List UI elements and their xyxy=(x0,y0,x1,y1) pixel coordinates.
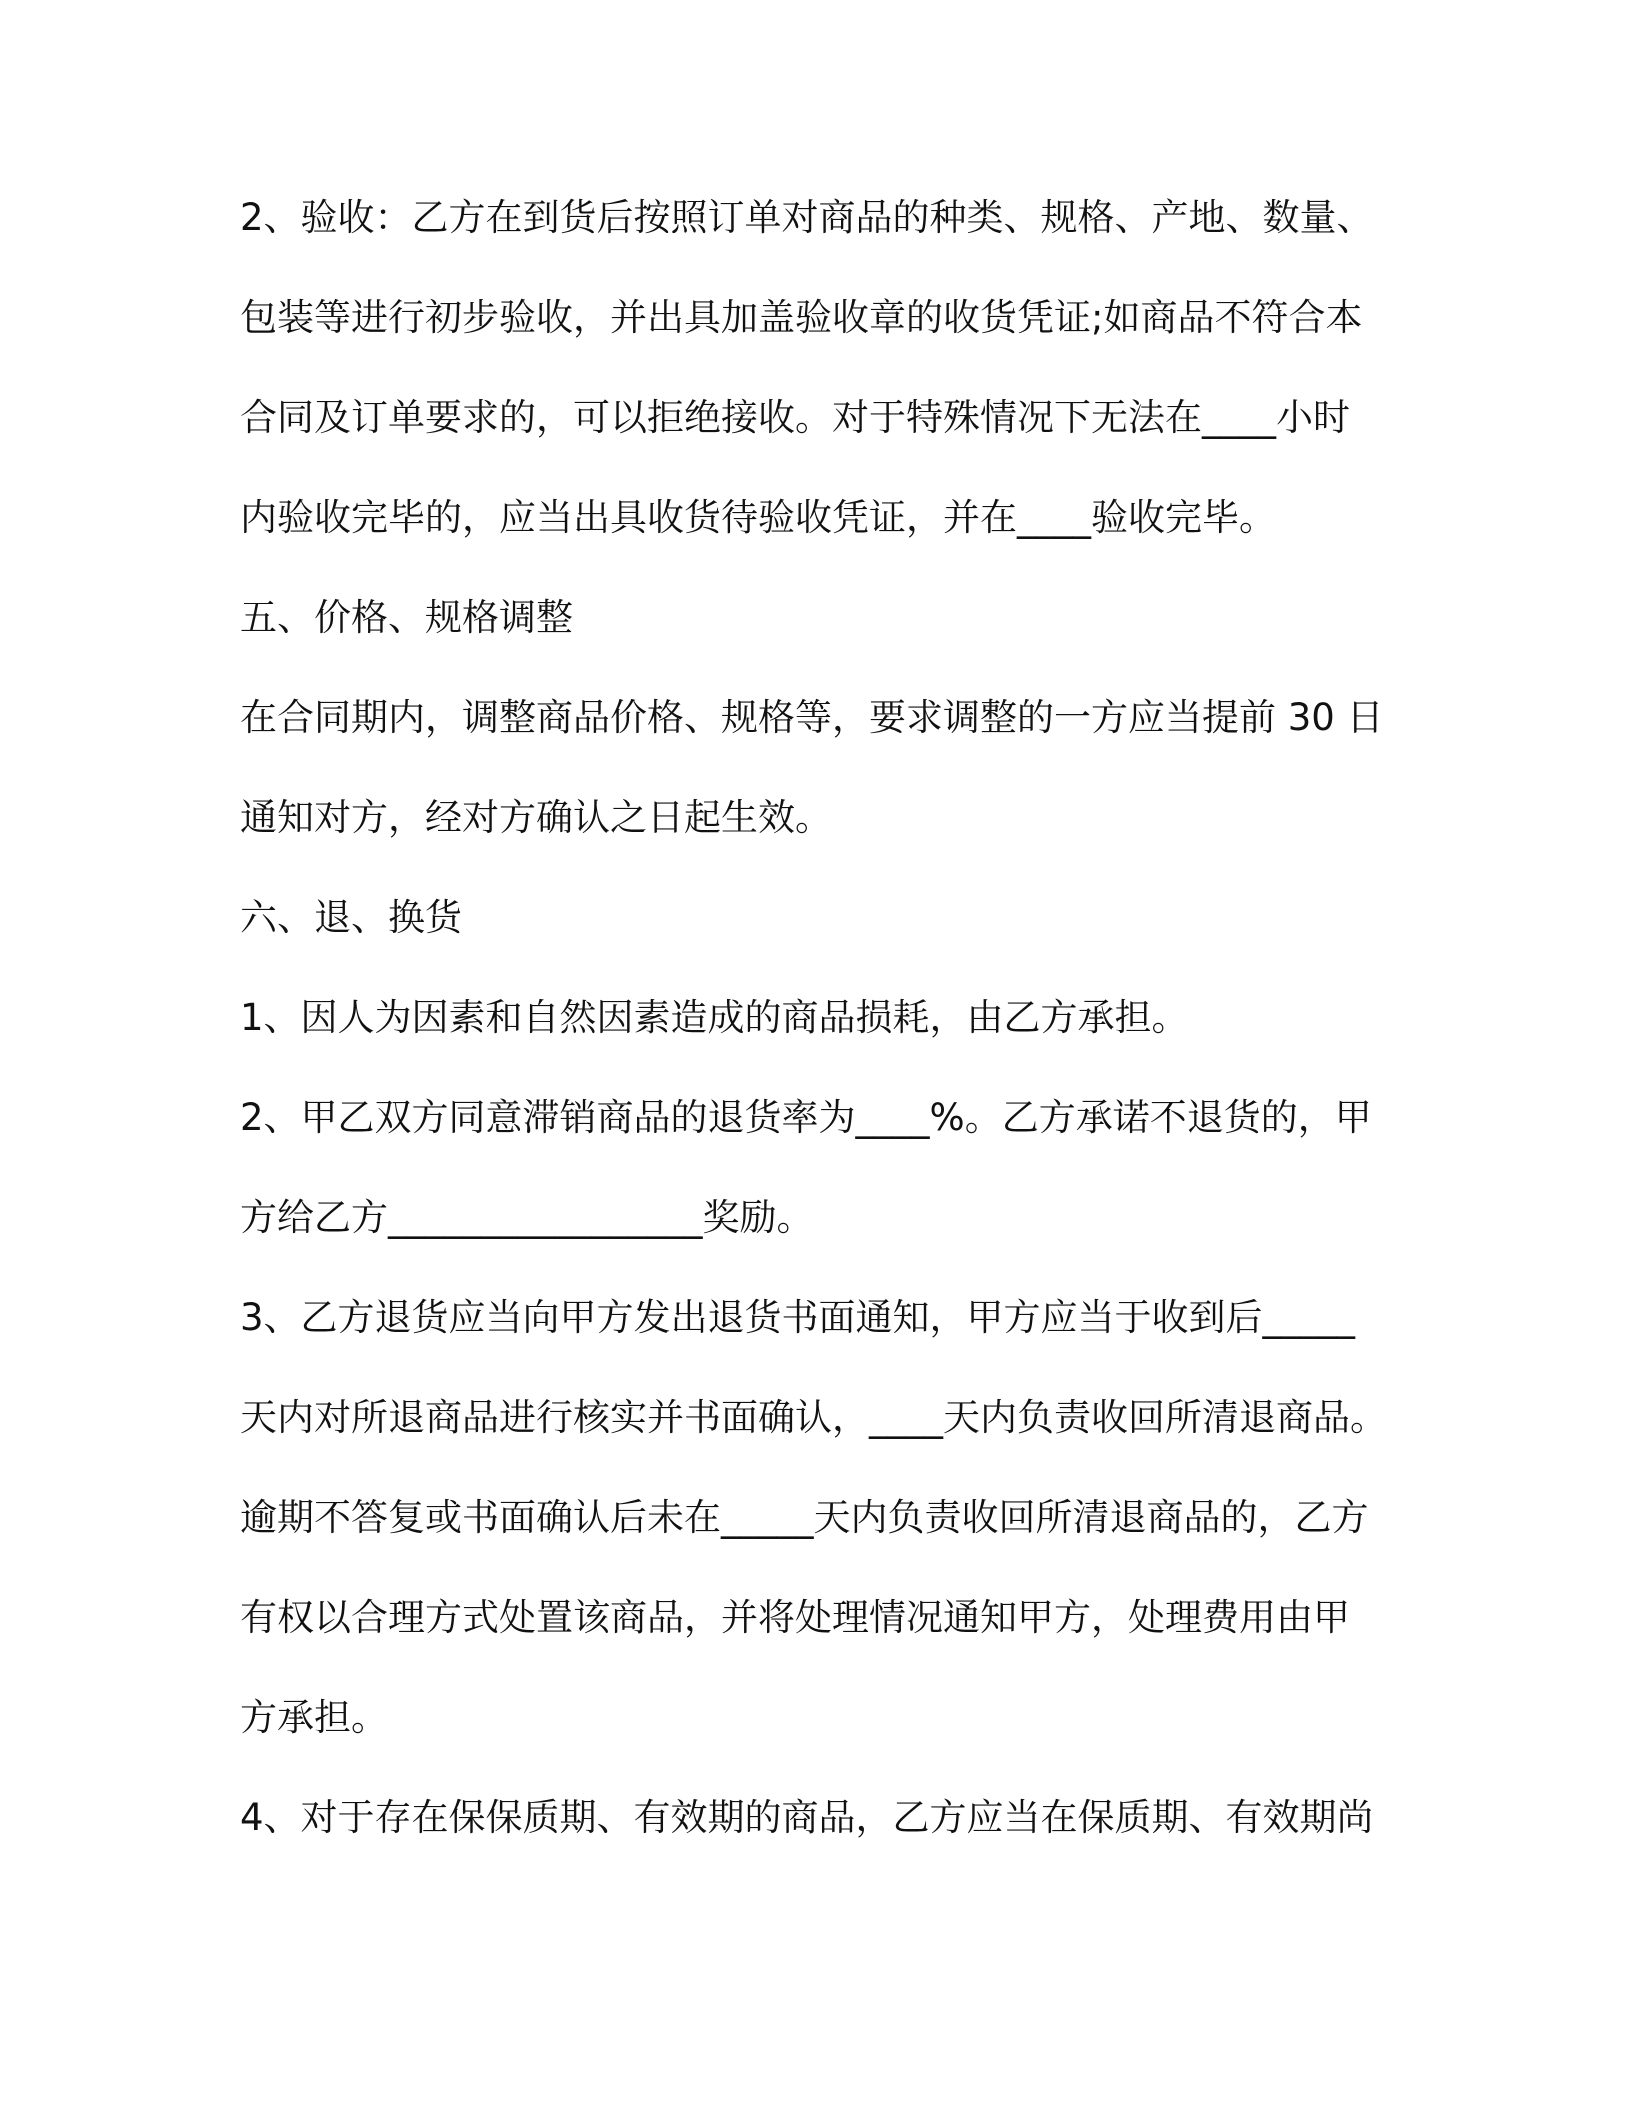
section-5-text-line-1: 在合同期内，调整商品价格、规格等，要求调整的一方应当提前 30 日 xyxy=(240,696,1384,739)
clause-6-3-line-4: 有权以合理方式处置该商品，并将处理情况通知甲方，处理费用由甲 xyxy=(240,1596,1350,1639)
clause-6-1: 1、因人为因素和自然因素造成的商品损耗，由乙方承担。 xyxy=(240,996,1189,1039)
section-6-heading: 六、退、换货 xyxy=(240,896,462,939)
clause-6-4-line-1: 4、对于存在保保质期、有效期的商品，乙方应当在保质期、有效期尚 xyxy=(240,1796,1374,1839)
clause-6-3-line-1: 3、乙方退货应当向甲方发出退货书面通知，甲方应当于收到后_____ xyxy=(240,1296,1356,1339)
clause-6-3-line-2: 天内对所退商品进行核实并书面确认，____天内负责收回所清退商品。 xyxy=(240,1396,1387,1439)
clause-4-2-line-2: 包装等进行初步验收，并出具加盖验收章的收货凭证;如商品不符合本 xyxy=(240,296,1363,339)
clause-6-3-line-5: 方承担。 xyxy=(240,1696,388,1739)
section-5-heading: 五、价格、规格调整 xyxy=(240,596,573,639)
clause-4-2-line-3: 合同及订单要求的，可以拒绝接收。对于特殊情况下无法在____小时 xyxy=(240,396,1350,439)
clause-6-2-line-1: 2、甲乙双方同意滞销商品的退货率为____%。乙方承诺不退货的，甲 xyxy=(240,1096,1372,1139)
section-5-text-line-2: 通知对方，经对方确认之日起生效。 xyxy=(240,796,832,839)
clause-6-2-line-2: 方给乙方_________________奖励。 xyxy=(240,1196,814,1239)
clause-6-3-line-3: 逾期不答复或书面确认后未在_____天内负责收回所清退商品的，乙方 xyxy=(240,1496,1369,1539)
clause-4-2-line-4: 内验收完毕的，应当出具收货待验收凭证，并在____验收完毕。 xyxy=(240,496,1276,539)
clause-4-2-line-1: 2、验收：乙方在到货后按照订单对商品的种类、规格、产地、数量、 xyxy=(240,196,1374,239)
